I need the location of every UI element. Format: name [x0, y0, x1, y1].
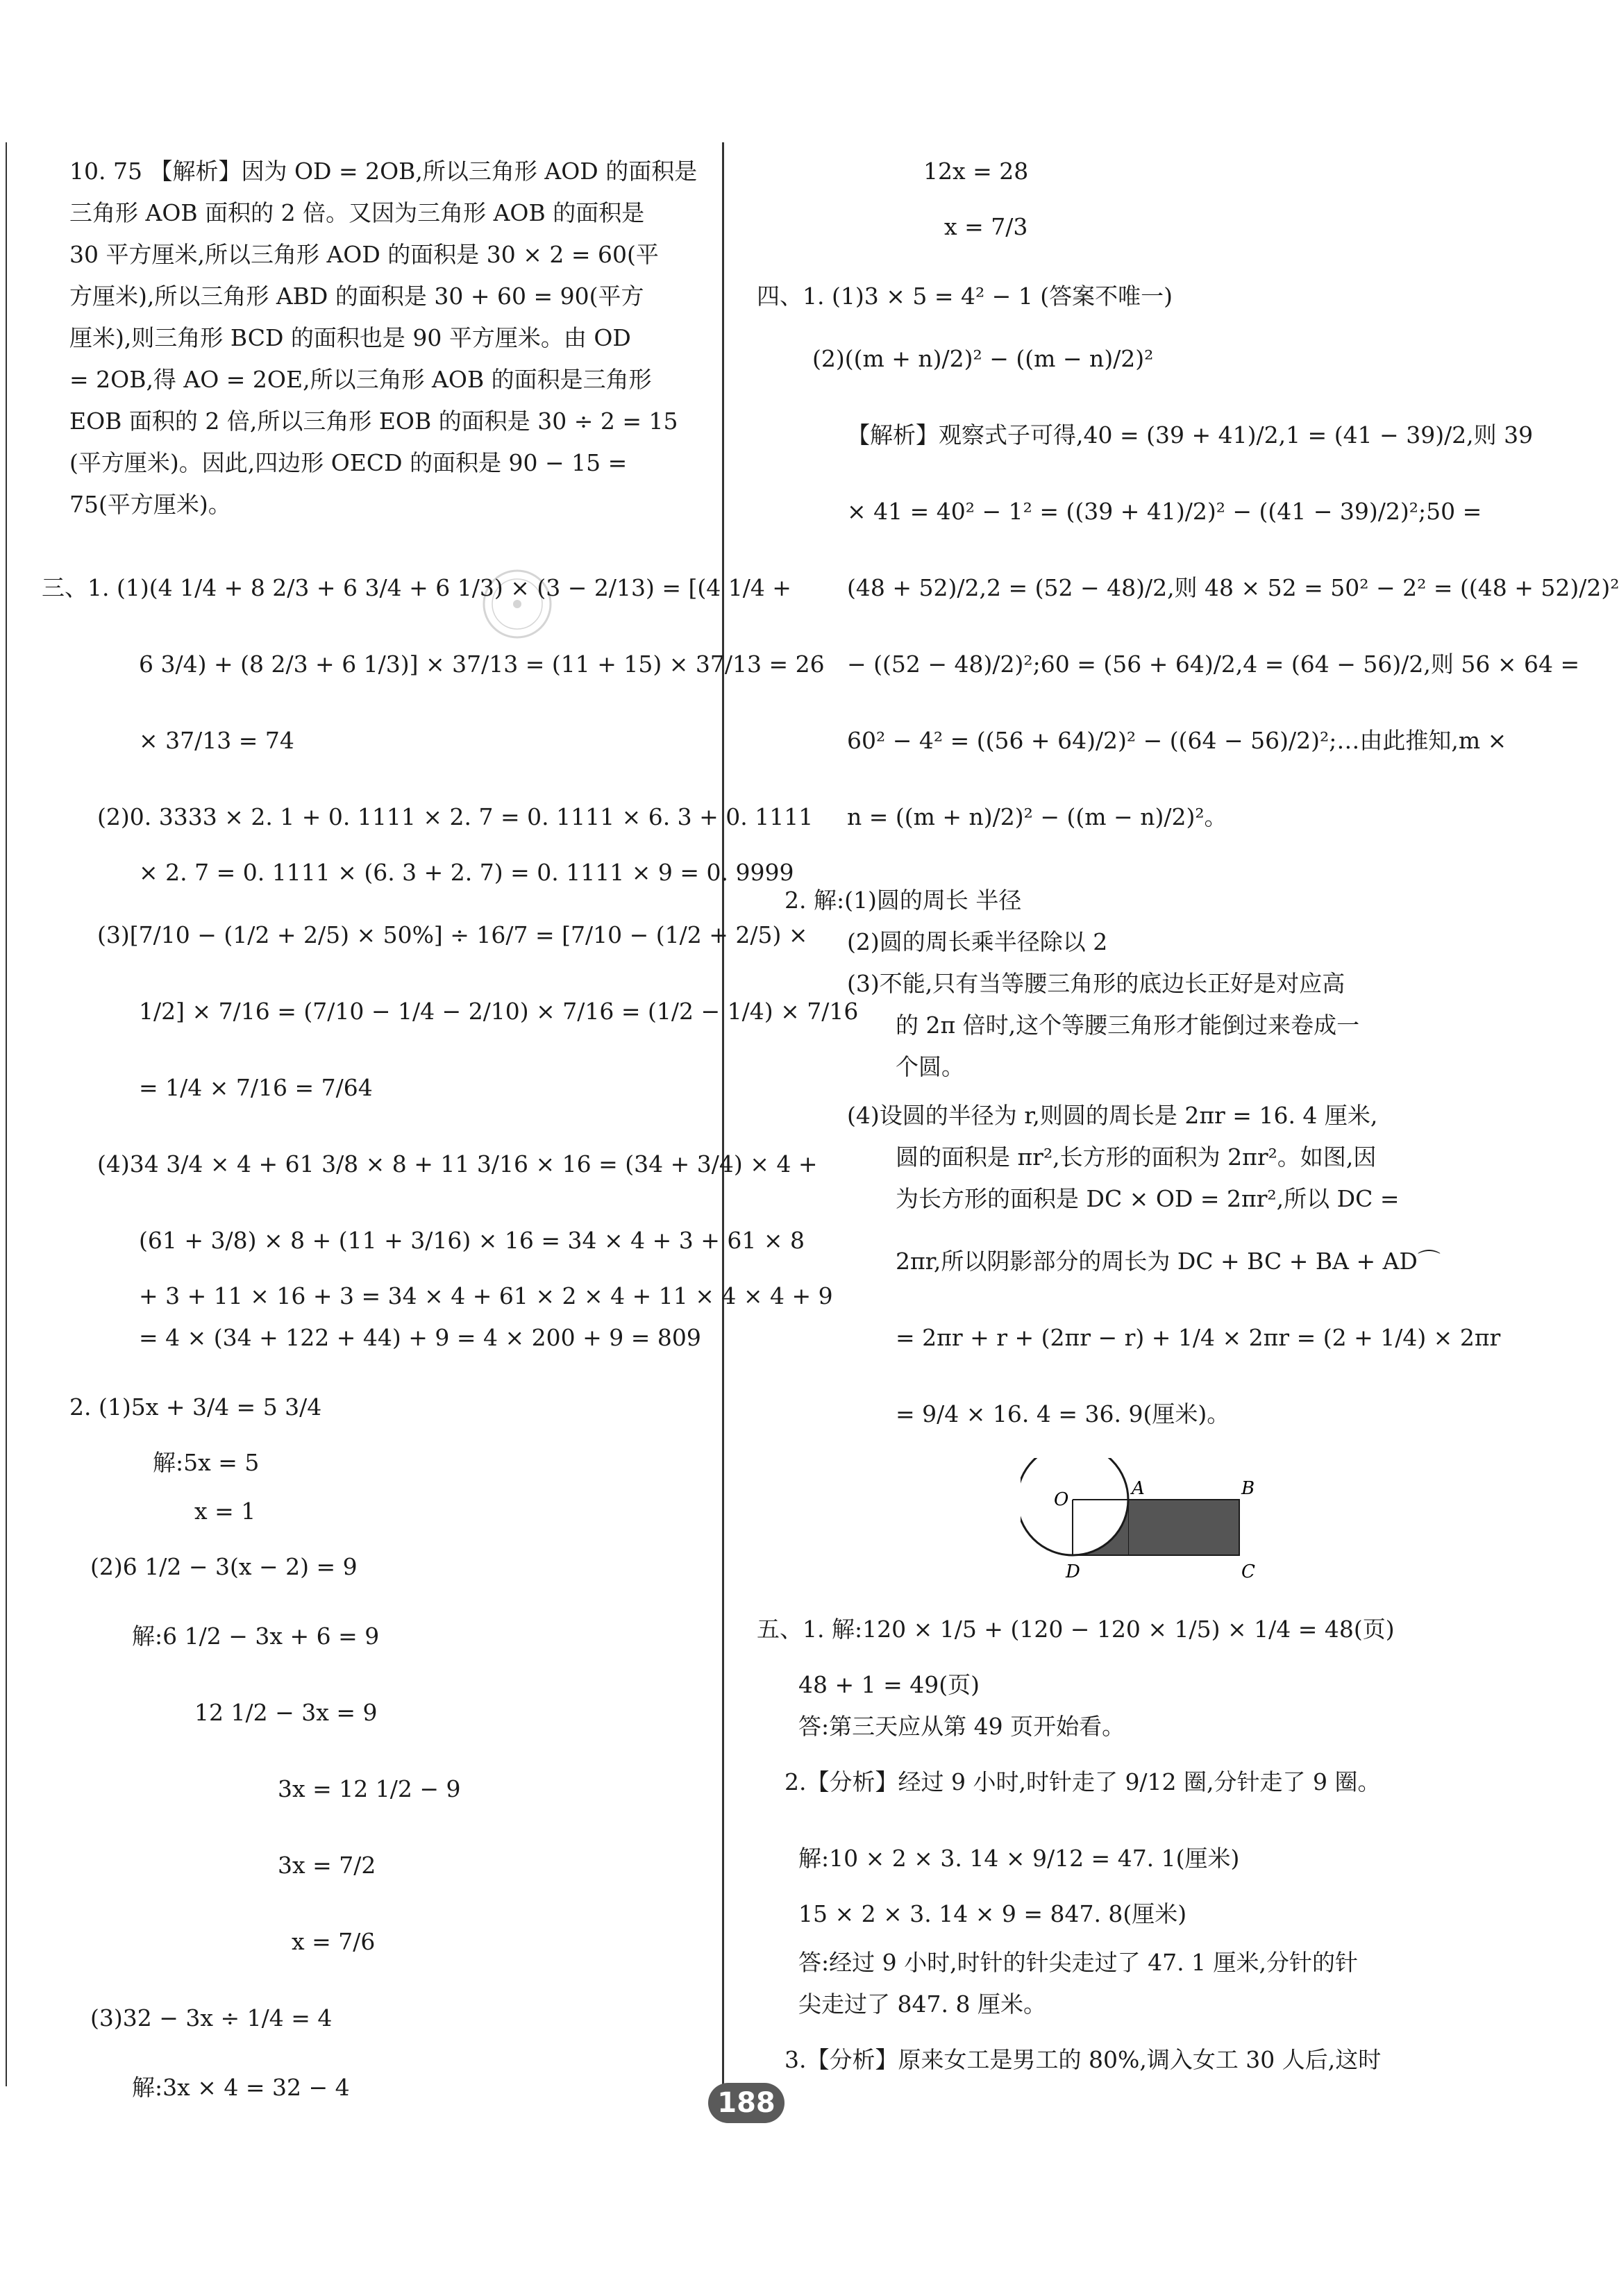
math-line: = 9/4 × 16. 4 = 36. 9(厘米)。: [896, 1400, 1230, 1427]
math-line: 12 1/2 − 3x = 9: [194, 1699, 378, 1726]
math-line: × 41 = 40² − 1² = ((39 + 41)/2)² − ((41 − 39)/2)²;50 =: [847, 498, 1482, 525]
text-line: 答:经过 9 小时,时针的针尖走过了 47. 1 厘米,分针的针: [798, 1949, 1359, 1976]
math-line: = 4 × (34 + 122 + 44) + 9 = 4 × 200 + 9 = 809: [139, 1324, 701, 1351]
math-line: 五、1. 解:120 × 1/5 + (120 − 120 × 1/5) × 1/4 = 48(页): [757, 1616, 1395, 1643]
math-line: (61 + 3/8) × 8 + (11 + 3/16) × 16 = 34 × 4 + 3 + 61 × 8: [139, 1227, 805, 1254]
text-line: 2.【分析】经过 9 小时,时针走了 9/12 圈,分针走了 9 圈。: [785, 1768, 1381, 1795]
page-number-badge: 188: [708, 2083, 785, 2123]
label-C: C: [1241, 1561, 1255, 1582]
math-line: + 3 + 11 × 16 + 3 = 34 × 4 + 61 × 2 × 4 + 11 × 4 × 4 + 9: [139, 1282, 833, 1309]
text-line: (平方厘米)。因此,四边形 OECD 的面积是 90 − 15 =: [69, 449, 628, 476]
text-line: (3)不能,只有当等腰三角形的底边长正好是对应高: [847, 970, 1345, 997]
math-line: (2)6 1/2 − 3(x − 2) = 9: [90, 1553, 358, 1580]
math-line: × 37/13 = 74: [139, 727, 294, 754]
text-line: = 2OB,得 AO = 2OE,所以三角形 AOB 的面积是三角形: [69, 366, 652, 393]
left-margin-rule: [6, 142, 7, 2086]
math-line: = 1/4 × 7/16 = 7/64: [139, 1074, 373, 1101]
label-B: B: [1241, 1478, 1255, 1499]
text-line: 为长方形的面积是 DC × OD = 2πr²,所以 DC =: [896, 1185, 1400, 1212]
text-line: 方厘米),所以三角形 ABD 的面积是 30 + 60 = 90(平方: [69, 283, 644, 310]
math-line: 解:6 1/2 − 3x + 6 = 9: [132, 1623, 380, 1650]
math-line: 2. (1)5x + 3/4 = 5 3/4: [69, 1393, 322, 1421]
text-line: 圆的面积是 πr²,长方形的面积为 2πr²。如图,因: [896, 1143, 1377, 1171]
circle-rectangle-figure: [1021, 1458, 1284, 1597]
math-line: (2)((m + n)/2)² − ((m − n)/2)²: [812, 345, 1154, 372]
math-line: (3)32 − 3x ÷ 1/4 = 4: [90, 2004, 333, 2031]
text-line: (4)设圆的半径为 r,则圆的周长是 2πr = 16. 4 厘米,: [847, 1102, 1378, 1129]
column-divider: [722, 142, 724, 2086]
text-line: 10. 75 【解析】因为 OD = 2OB,所以三角形 AOD 的面积是: [69, 158, 698, 185]
math-line: x = 7/6: [292, 1928, 376, 1955]
text-line: 的 2π 倍时,这个等腰三角形才能倒过来卷成一: [896, 1012, 1360, 1039]
text-line: 15 × 2 × 3. 14 × 9 = 847. 8(厘米): [798, 1900, 1187, 1927]
math-line: 60² − 4² = ((56 + 64)/2)² − ((64 − 56)/2)²;…由此推知,m ×: [847, 727, 1507, 754]
math-line: (48 + 52)/2,2 = (52 − 48)/2,则 48 × 52 = 50² − 2² = ((48 + 52)/2)²: [847, 574, 1619, 601]
text-line: 3.【分析】原来女工是男工的 80%,调入女工 30 人后,这时: [785, 2046, 1382, 2073]
math-line: = 2πr + r + (2πr − r) + 1/4 × 2πr = (2 + 1/4) × 2πr: [896, 1324, 1501, 1351]
text-line: 三角形 AOB 面积的 2 倍。又因为三角形 AOB 的面积是: [69, 199, 645, 226]
math-line: 3x = 12 1/2 − 9: [278, 1775, 461, 1802]
label-D: D: [1066, 1561, 1080, 1582]
math-line: (2)0. 3333 × 2. 1 + 0. 1111 × 2. 7 = 0. 1111 × 6. 3 + 0. 1111: [97, 803, 814, 830]
label-O: O: [1054, 1489, 1069, 1510]
text-line: 个圆。: [896, 1053, 964, 1080]
math-line: 解:10 × 2 × 3. 14 × 9/12 = 47. 1(厘米): [798, 1845, 1240, 1872]
label-A: A: [1132, 1478, 1145, 1499]
math-line: (3)[7/10 − (1/2 + 2/5) × 50%] ÷ 16/7 = [7/10 − (1/2 + 2/5) ×: [97, 921, 808, 948]
math-line: 三、1. (1)(4 1/4 + 8 2/3 + 6 3/4 + 6 1/3) × (3 − 2/13) = [(4 1/4 +: [42, 574, 791, 601]
math-line: 四、1. (1)3 × 5 = 4² − 1 (答案不唯一): [757, 283, 1173, 310]
math-line: (4)34 3/4 × 4 + 61 3/8 × 8 + 11 3/16 × 16 = (34 + 3/4) × 4 +: [97, 1150, 818, 1178]
math-line: 6 3/4) + (8 2/3 + 6 1/3)] × 37/13 = (11 + 15) × 37/13 = 26: [139, 651, 825, 678]
text-line: 【解析】观察式子可得,40 = (39 + 41)/2,1 = (41 − 39)/2,则 39: [847, 421, 1534, 449]
math-line: × 2. 7 = 0. 1111 × (6. 3 + 2. 7) = 0. 1111 × 9 = 0. 9999: [139, 859, 794, 886]
math-line: 3x = 7/2: [278, 1852, 376, 1879]
text-line: (2)圆的周长乘半径除以 2: [847, 928, 1108, 955]
text-line: 厘米),则三角形 BCD 的面积也是 90 平方厘米。由 OD: [69, 324, 631, 351]
math-line: 解:3x × 4 = 32 − 4: [132, 2074, 350, 2101]
text-line: 答:第三天应从第 49 页开始看。: [798, 1713, 1125, 1740]
math-line: 解:5x = 5: [153, 1449, 260, 1476]
math-line: − ((52 − 48)/2)²;60 = (56 + 64)/2,4 = (64 − 56)/2,则 56 × 64 =: [847, 651, 1580, 678]
text-line: 48 + 1 = 49(页): [798, 1671, 980, 1698]
math-line: x = 1: [194, 1498, 256, 1525]
shaded-rectangle: [1128, 1500, 1239, 1555]
math-line: n = ((m + n)/2)² − ((m − n)/2)²。: [847, 803, 1227, 830]
text-line: 30 平方厘米,所以三角形 AOD 的面积是 30 × 2 = 60(平: [69, 241, 659, 268]
text-line: 2πr,所以阴影部分的周长为 DC + BC + BA + AD⌒: [896, 1248, 1441, 1275]
math-line: x = 7/3: [944, 213, 1028, 240]
text-line: 75(平方厘米)。: [69, 491, 231, 518]
text-line: 2. 解:(1)圆的周长 半径: [785, 887, 1022, 914]
math-line: 1/2] × 7/16 = (7/10 − 1/4 − 2/10) × 7/16 = (1/2 − 1/4) × 7/16: [139, 998, 859, 1025]
text-line: EOB 面积的 2 倍,所以三角形 EOB 的面积是 30 ÷ 2 = 15: [69, 408, 678, 435]
math-line: 12x = 28: [923, 158, 1029, 185]
text-line: 尖走过了 847. 8 厘米。: [798, 1991, 1046, 2018]
